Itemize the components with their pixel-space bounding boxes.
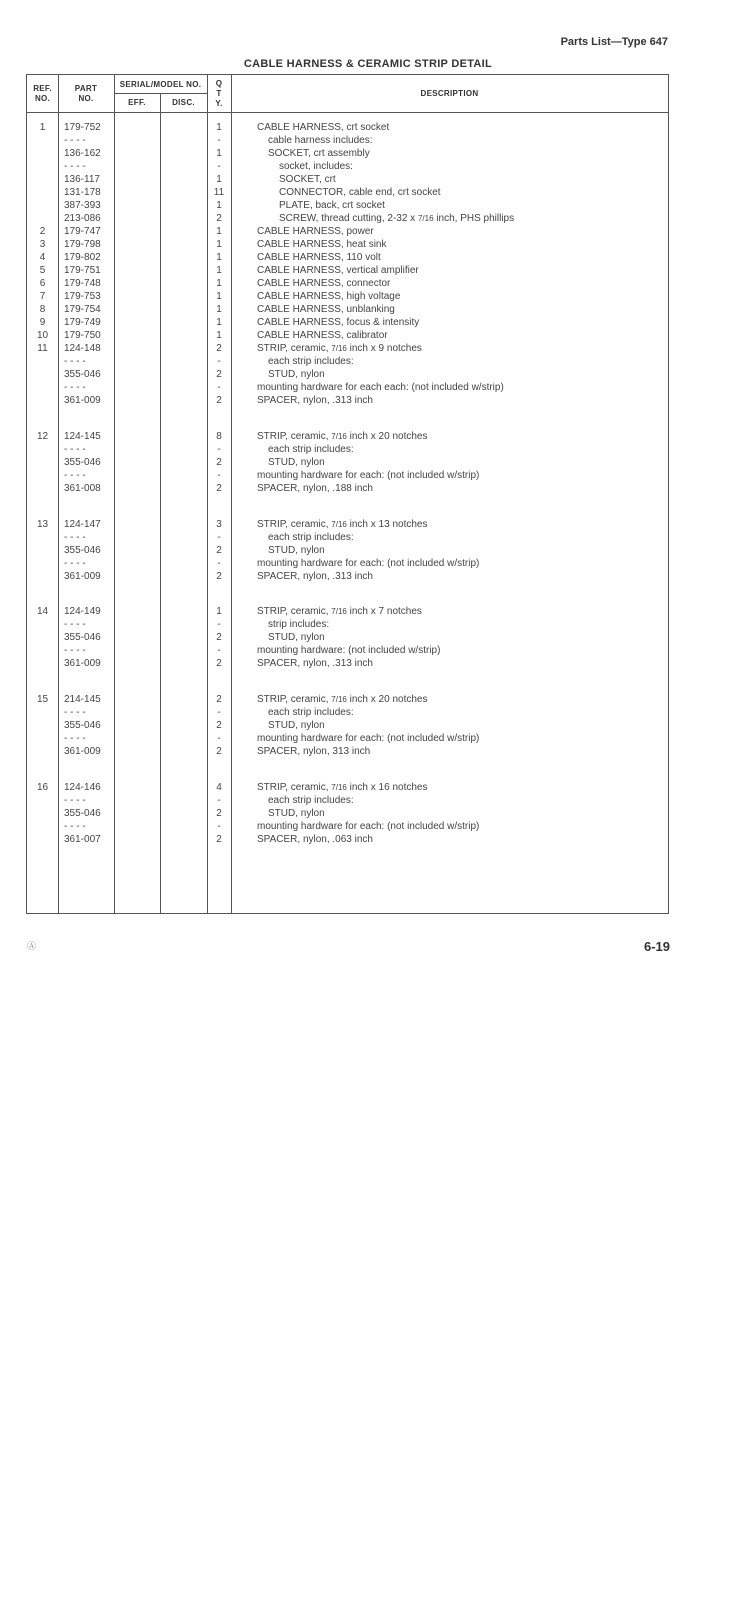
ref-number: 2 [39, 226, 46, 237]
description: CABLE HARNESS, high voltage [257, 291, 401, 302]
quantity: 2 [216, 343, 222, 354]
fraction: 7/16 [331, 432, 347, 441]
ref-number: 14 [36, 606, 49, 617]
part-number: 213-086 [64, 213, 101, 224]
table-row [27, 368, 670, 381]
table-row [27, 570, 670, 583]
table-row [27, 290, 670, 303]
description: CABLE HARNESS, focus & intensity [257, 317, 420, 328]
quantity: 2 [216, 545, 222, 556]
description: SPACER, nylon, .313 inch [257, 658, 373, 669]
description: STRIP, ceramic, 7/16 inch x 9 notches [257, 343, 422, 354]
part-number: - - - - [64, 733, 86, 744]
part-number: - - - - [64, 707, 86, 718]
quantity: 2 [216, 457, 222, 468]
table-row [27, 238, 670, 251]
part-number: 361-008 [64, 483, 101, 494]
part-number: 124-148 [64, 343, 101, 354]
table-row [27, 199, 670, 212]
description: SPACER, nylon, 313 inch [257, 746, 371, 757]
part-number: 361-009 [64, 746, 101, 757]
table-row [27, 469, 670, 482]
publisher-logo: Ⓐ [27, 941, 37, 951]
table-row [27, 303, 670, 316]
quantity: 8 [216, 431, 222, 442]
table-row [27, 807, 670, 820]
table-row [27, 430, 670, 443]
description: CABLE HARNESS, crt socket [257, 122, 390, 133]
quantity: 1 [216, 148, 222, 159]
table-row [27, 482, 670, 495]
table-row [27, 394, 670, 407]
part-number: 179-750 [64, 330, 101, 341]
part-number: 355-046 [64, 720, 101, 731]
description: SPACER, nylon, .063 inch [257, 834, 373, 845]
description: mounting hardware for each: (not included w/strip) [257, 558, 480, 569]
ref-number: 1 [39, 122, 46, 133]
description: cable harness includes: [268, 135, 373, 146]
description: STUD, nylon [268, 720, 325, 731]
header-divider [114, 93, 207, 94]
ref-number: 13 [36, 519, 49, 530]
table-row [27, 693, 670, 706]
quantity: - [217, 645, 221, 656]
part-number: 179-749 [64, 317, 101, 328]
table-row [27, 544, 670, 557]
header-ref: REF. NO. [33, 84, 52, 103]
description: CABLE HARNESS, vertical amplifier [257, 265, 419, 276]
description: CABLE HARNESS, unblanking [257, 304, 395, 315]
table-row [27, 531, 670, 544]
fraction: 7/16 [331, 695, 347, 704]
part-number: 179-747 [64, 226, 101, 237]
quantity: - [217, 470, 221, 481]
quantity: - [217, 135, 221, 146]
fraction: 7/16 [331, 607, 347, 616]
description: SCREW, thread cutting, 2-32 x 7/16 inch, PHS phillips [279, 213, 515, 224]
fraction: 7/16 [331, 520, 347, 529]
description: CABLE HARNESS, connector [257, 278, 391, 289]
table-row [27, 186, 670, 199]
quantity: 3 [216, 519, 222, 530]
part-number: 124-147 [64, 519, 101, 530]
header-bottom-line [27, 112, 668, 113]
quantity: 2 [216, 369, 222, 380]
quantity: 1 [216, 291, 222, 302]
description: mounting hardware: (not included w/strip) [257, 645, 441, 656]
table-row [27, 644, 670, 657]
description: mounting hardware for each: (not included w/strip) [257, 470, 480, 481]
part-number: 124-145 [64, 431, 101, 442]
description: each strip includes: [268, 444, 354, 455]
quantity: 1 [216, 265, 222, 276]
description: STRIP, ceramic, 7/16 inch x 16 notches [257, 782, 428, 793]
description: CABLE HARNESS, heat sink [257, 239, 387, 250]
description: mounting hardware for each: (not included w/strip) [257, 733, 480, 744]
table-row [27, 719, 670, 732]
description: each strip includes: [268, 532, 354, 543]
quantity: - [217, 444, 221, 455]
part-number: 136-117 [64, 174, 100, 185]
quantity: 2 [216, 694, 222, 705]
description: each strip includes: [268, 356, 354, 367]
quantity: 2 [216, 746, 222, 757]
table-row [27, 342, 670, 355]
description: mounting hardware for each each: (not included w/strip) [257, 382, 504, 393]
description: mounting hardware for each: (not included w/strip) [257, 821, 480, 832]
quantity: - [217, 707, 221, 718]
part-number: 179-752 [64, 122, 101, 133]
part-number: 355-046 [64, 632, 101, 643]
table-row [27, 316, 670, 329]
part-number: 214-145 [64, 694, 101, 705]
ref-number: 7 [39, 291, 46, 302]
table-row [27, 212, 670, 225]
table-row [27, 160, 670, 173]
ref-number: 16 [36, 782, 49, 793]
quantity: 2 [216, 632, 222, 643]
table-row [27, 134, 670, 147]
quantity: 2 [216, 483, 222, 494]
table-row [27, 732, 670, 745]
ref-number: 11 [37, 343, 48, 354]
quantity: 1 [216, 278, 222, 289]
description: STUD, nylon [268, 632, 325, 643]
description: SPACER, nylon, .188 inch [257, 483, 373, 494]
quantity: 1 [216, 317, 222, 328]
ref-number: 8 [39, 304, 46, 315]
fraction: 7/16 [417, 214, 434, 223]
quantity: 1 [216, 330, 222, 341]
description: STUD, nylon [268, 545, 325, 556]
part-number: 361-009 [64, 395, 101, 406]
part-number: - - - - [64, 161, 86, 172]
quantity: - [217, 532, 221, 543]
header-description: DESCRIPTION [420, 89, 479, 98]
part-number: - - - - [64, 356, 86, 367]
quantity: 2 [216, 571, 222, 582]
description: SOCKET, crt [279, 174, 336, 185]
description: SPACER, nylon, .313 inch [257, 571, 373, 582]
part-number: - - - - [64, 795, 86, 806]
quantity: 1 [216, 252, 222, 263]
part-number: 355-046 [64, 808, 101, 819]
quantity: 1 [216, 606, 222, 617]
table-row [27, 745, 670, 758]
quantity: - [217, 161, 221, 172]
part-number: 124-149 [64, 606, 101, 617]
table-row [27, 557, 670, 570]
quantity: 2 [216, 658, 222, 669]
table-row [27, 264, 670, 277]
description: socket, includes: [279, 161, 353, 172]
quantity: - [217, 619, 221, 630]
table-row [27, 706, 670, 719]
table-row [27, 618, 670, 631]
ref-number: 10 [36, 330, 49, 341]
description: SPACER, nylon, .313 inch [257, 395, 373, 406]
part-number: - - - - [64, 821, 86, 832]
part-number: 387-393 [64, 200, 101, 211]
quantity: 1 [216, 304, 222, 315]
quantity: 4 [216, 782, 222, 793]
table-row [27, 173, 670, 186]
part-number: 179-751 [64, 265, 101, 276]
part-number: 131-178 [64, 187, 101, 198]
part-number: 179-802 [64, 252, 101, 263]
table-row [27, 833, 670, 846]
quantity: 1 [216, 200, 222, 211]
quantity: - [217, 382, 221, 393]
part-number: 124-146 [64, 782, 101, 793]
table-row [27, 355, 670, 368]
table-row [27, 277, 670, 290]
description: PLATE, back, crt socket [279, 200, 385, 211]
part-number: - - - - [64, 532, 86, 543]
table-row [27, 329, 670, 342]
table-row [27, 456, 670, 469]
table-row [27, 605, 670, 618]
description: CONNECTOR, cable end, crt socket [279, 187, 441, 198]
quantity: 2 [216, 720, 222, 731]
part-number: - - - - [64, 645, 86, 656]
description: each strip includes: [268, 795, 354, 806]
description: strip includes: [268, 619, 330, 630]
part-number: 361-009 [64, 658, 101, 669]
page-number: 6-19 [643, 939, 670, 954]
header-eff: EFF. [128, 98, 146, 107]
description: STRIP, ceramic, 7/16 inch x 13 notches [257, 519, 428, 530]
header-part: PART NO. [74, 84, 98, 103]
quantity: 11 [213, 187, 225, 198]
description: STUD, nylon [268, 808, 325, 819]
ref-number: 15 [36, 694, 49, 705]
part-number: - - - - [64, 470, 86, 481]
part-number: 361-007 [64, 834, 101, 845]
quantity: 2 [216, 808, 222, 819]
ref-number: 9 [39, 317, 46, 328]
description: STRIP, ceramic, 7/16 inch x 20 notches [257, 431, 428, 442]
table-row [27, 251, 670, 264]
page-title: CABLE HARNESS & CERAMIC STRIP DETAIL [243, 58, 493, 70]
quantity: 2 [216, 834, 222, 845]
fraction: 7/16 [331, 344, 347, 353]
running-header: Parts List—Type 647 [560, 36, 668, 48]
header-disc: DISC. [172, 98, 195, 107]
description: STRIP, ceramic, 7/16 inch x 20 notches [257, 694, 428, 705]
ref-number: 4 [39, 252, 46, 263]
part-number: - - - - [64, 619, 86, 630]
description: STRIP, ceramic, 7/16 inch x 7 notches [257, 606, 422, 617]
quantity: 1 [216, 226, 222, 237]
part-number: 355-046 [64, 457, 101, 468]
quantity: - [217, 795, 221, 806]
quantity: 1 [216, 239, 222, 250]
part-number: 361-009 [64, 571, 101, 582]
header-qty: Q T Y. [215, 79, 223, 108]
ref-number: 6 [39, 278, 46, 289]
quantity: 1 [216, 174, 222, 185]
ref-number: 3 [39, 239, 46, 250]
part-number: 355-046 [64, 369, 101, 380]
table-row [27, 225, 670, 238]
table-row [27, 381, 670, 394]
part-number: 355-046 [64, 545, 101, 556]
part-number: - - - - [64, 135, 86, 146]
description: CABLE HARNESS, 110 volt [257, 252, 381, 263]
part-number: 179-754 [64, 304, 101, 315]
table-row [27, 121, 670, 134]
quantity: 2 [216, 213, 222, 224]
quantity: - [217, 356, 221, 367]
description: CABLE HARNESS, calibrator [257, 330, 388, 341]
part-number: 179-753 [64, 291, 101, 302]
part-number: 179-748 [64, 278, 101, 289]
table-row [27, 657, 670, 670]
table-row [27, 820, 670, 833]
description: STUD, nylon [268, 457, 325, 468]
header-serial: SERIAL/MODEL NO. [119, 80, 202, 89]
table-row [27, 794, 670, 807]
part-number: - - - - [64, 558, 86, 569]
part-number: - - - - [64, 444, 86, 455]
part-number: - - - - [64, 382, 86, 393]
table-row [27, 631, 670, 644]
table-row [27, 781, 670, 794]
description: each strip includes: [268, 707, 354, 718]
table-row [27, 518, 670, 531]
description: SOCKET, crt assembly [268, 148, 370, 159]
description: CABLE HARNESS, power [257, 226, 374, 237]
quantity: 2 [216, 395, 222, 406]
quantity: - [217, 821, 221, 832]
quantity: 1 [216, 122, 222, 133]
description: STUD, nylon [268, 369, 325, 380]
fraction: 7/16 [331, 783, 347, 792]
ref-number: 12 [36, 431, 49, 442]
part-number: 136-162 [64, 148, 101, 159]
ref-number: 5 [39, 265, 46, 276]
part-number: 179-798 [64, 239, 101, 250]
quantity: - [217, 558, 221, 569]
parts-table [26, 74, 669, 914]
quantity: - [217, 733, 221, 744]
table-row [27, 443, 670, 456]
table-row [27, 147, 670, 160]
